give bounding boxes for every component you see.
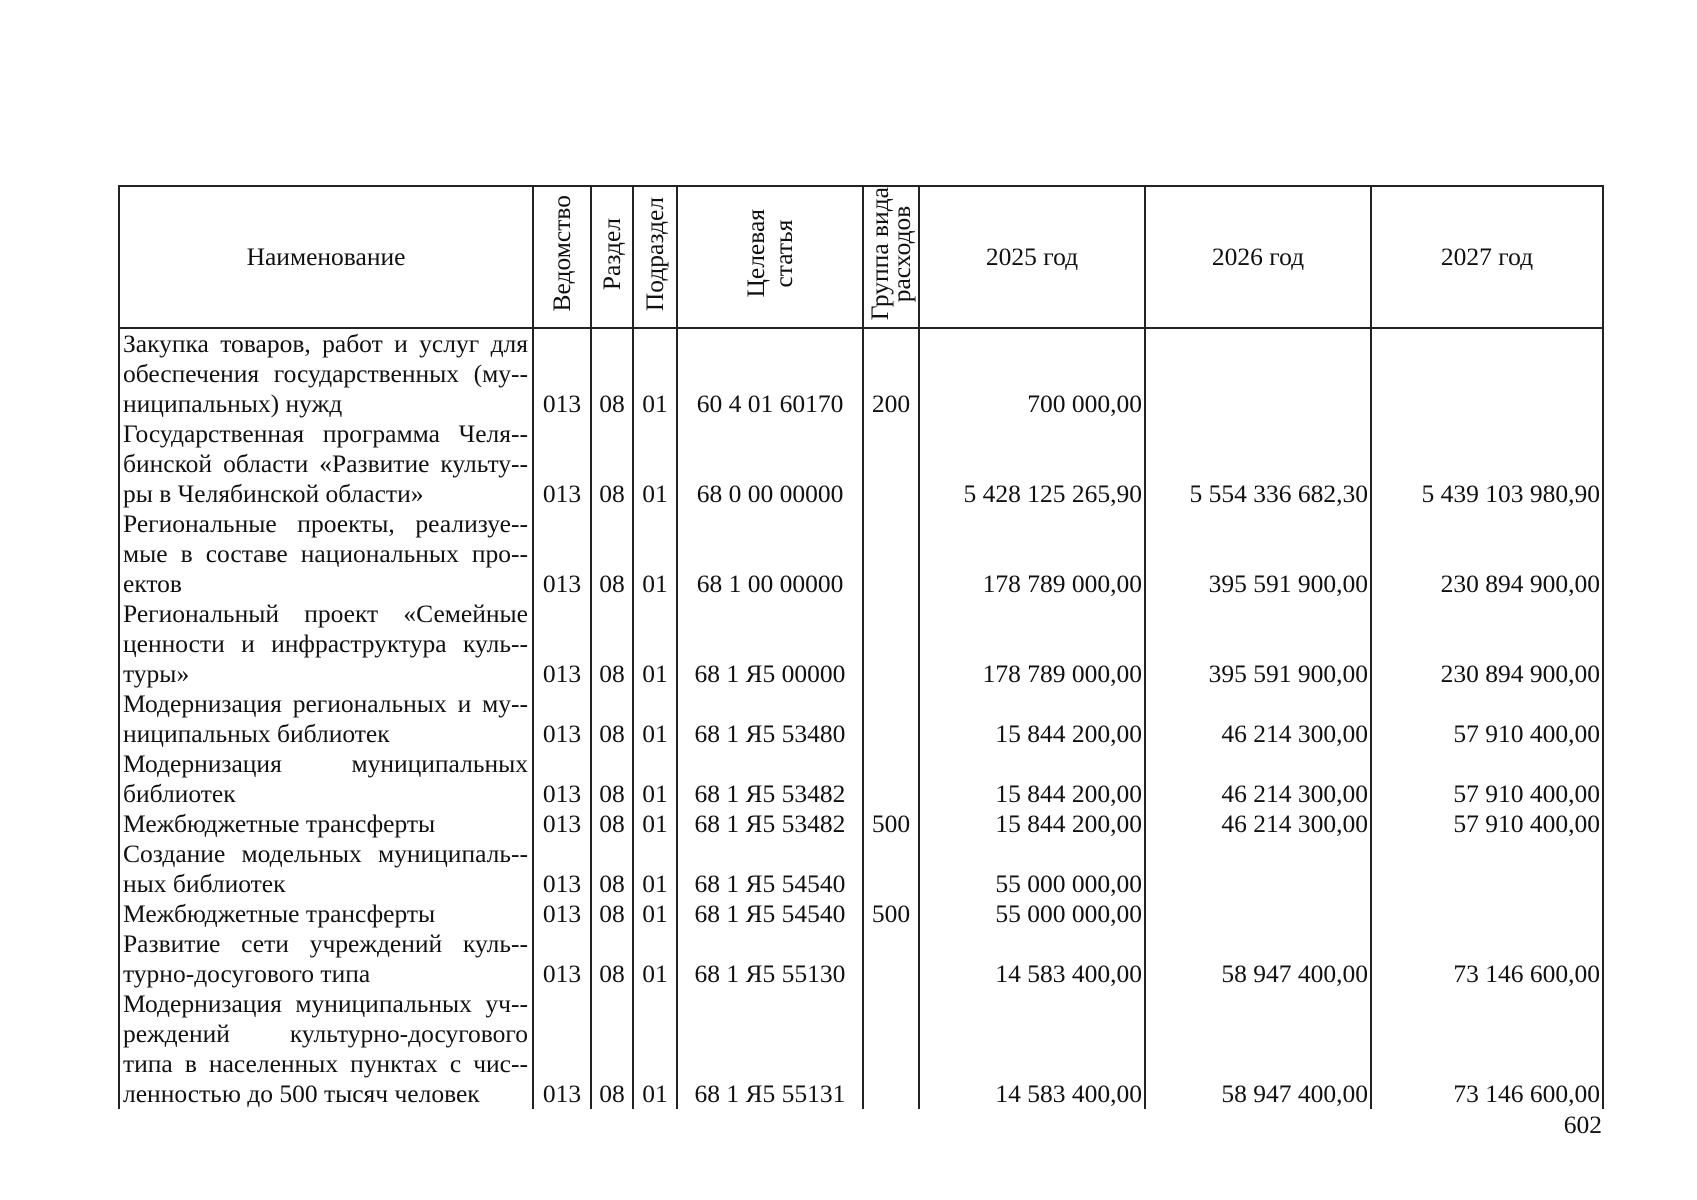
cell-podrazdel: 01 [633, 749, 677, 809]
cell-2025: 178 789 000,00 [919, 599, 1145, 689]
cell-razdel: 08 [591, 749, 633, 809]
cell-celevaya-statya: 68 1 Я5 53482 [677, 809, 863, 839]
cell-vedomstvo: 013 [533, 509, 591, 599]
table-row [119, 328, 1603, 419]
cell-2025: 15 844 200,00 [919, 689, 1145, 749]
cell-gruppa-vida: 200 [863, 328, 919, 419]
cell-celevaya-statya: 68 1 Я5 00000 [677, 599, 863, 689]
cell-razdel: 08 [591, 509, 633, 599]
cell-vedomstvo: 013 [533, 989, 591, 1109]
cell-podrazdel: 01 [633, 689, 677, 749]
cell-razdel: 08 [591, 929, 633, 989]
cell-gruppa-vida: 500 [863, 899, 919, 929]
cell-2025: 14 583 400,00 [919, 929, 1145, 989]
cell-podrazdel: 01 [633, 328, 677, 419]
cell-2025: 700 000,00 [919, 328, 1145, 419]
col-header-name: Наименование [119, 186, 533, 328]
cell-razdel: 08 [591, 328, 633, 419]
cell-gruppa-vida [863, 509, 919, 599]
table-row [119, 929, 1603, 989]
cell-2027 [1371, 899, 1603, 929]
cell-vedomstvo: 013 [533, 929, 591, 989]
cell-2026 [1145, 328, 1371, 419]
table-row [119, 509, 1603, 599]
cell-2026: 46 214 300,00 [1145, 749, 1371, 809]
cell-2026: 395 591 900,00 [1145, 599, 1371, 689]
cell-razdel: 08 [591, 899, 633, 929]
cell-2027: 57 910 400,00 [1371, 689, 1603, 749]
cell-2025: 15 844 200,00 [919, 809, 1145, 839]
col-header-gruppa-vida-rashodov: Группа вида расходов [863, 186, 919, 328]
cell-razdel: 08 [591, 809, 633, 839]
cell-podrazdel: 01 [633, 989, 677, 1109]
cell-2025: 178 789 000,00 [919, 509, 1145, 599]
cell-razdel: 08 [591, 989, 633, 1109]
cell-celevaya-statya: 68 1 Я5 55131 [677, 989, 863, 1109]
cell-podrazdel: 01 [633, 899, 677, 929]
cell-name: Закупка товаров, работ и услуг для обеспечения государственных (му-ниципальных) нужд [119, 328, 533, 419]
cell-name: Государственная программа Челя-бинской области «Развитие культу-ры в Челябинской области» [119, 419, 533, 509]
cell-podrazdel: 01 [633, 509, 677, 599]
cell-2027: 73 146 600,00 [1371, 929, 1603, 989]
cell-celevaya-statya: 68 1 00 00000 [677, 509, 863, 599]
cell-gruppa-vida [863, 749, 919, 809]
cell-2027: 230 894 900,00 [1371, 509, 1603, 599]
cell-podrazdel: 01 [633, 419, 677, 509]
cell-2026 [1145, 839, 1371, 899]
cell-2026: 5 554 336 682,30 [1145, 419, 1371, 509]
cell-razdel: 08 [591, 599, 633, 689]
cell-2026: 46 214 300,00 [1145, 809, 1371, 839]
col-header-podrazdel: Подраздел [633, 186, 677, 328]
cell-celevaya-statya: 68 1 Я5 53482 [677, 749, 863, 809]
table-row [119, 419, 1603, 509]
cell-name: Межбюджетные трансферты [119, 809, 533, 839]
cell-gruppa-vida: 500 [863, 809, 919, 839]
cell-2027: 57 910 400,00 [1371, 809, 1603, 839]
table-header [119, 186, 1603, 328]
cell-vedomstvo: 013 [533, 419, 591, 509]
table-body [119, 328, 1603, 1109]
cell-2025: 55 000 000,00 [919, 899, 1145, 929]
cell-gruppa-vida [863, 989, 919, 1109]
cell-vedomstvo: 013 [533, 689, 591, 749]
cell-2026: 46 214 300,00 [1145, 689, 1371, 749]
cell-celevaya-statya: 68 1 Я5 54540 [677, 839, 863, 899]
col-header-vedomstvo: Ведомство [533, 186, 591, 328]
cell-2026: 58 947 400,00 [1145, 929, 1371, 989]
cell-2026 [1145, 899, 1371, 929]
cell-gruppa-vida [863, 599, 919, 689]
budget-table [118, 185, 1604, 1109]
cell-vedomstvo: 013 [533, 899, 591, 929]
cell-podrazdel: 01 [633, 929, 677, 989]
table-row [119, 989, 1603, 1109]
table-row [119, 809, 1603, 839]
col-header-razdel: Раздел [591, 186, 633, 328]
table-row [119, 689, 1603, 749]
cell-2027 [1371, 328, 1603, 419]
cell-2027: 73 146 600,00 [1371, 989, 1603, 1109]
page-number: 602 [1563, 1110, 1602, 1139]
cell-name: Региональный проект «Семейные ценности и инфраструктура куль-туры» [119, 599, 533, 689]
table-row [119, 839, 1603, 899]
cell-vedomstvo: 013 [533, 749, 591, 809]
cell-2025: 15 844 200,00 [919, 749, 1145, 809]
cell-podrazdel: 01 [633, 809, 677, 839]
col-header-2027: 2027 год [1371, 186, 1603, 328]
cell-vedomstvo: 013 [533, 328, 591, 419]
cell-gruppa-vida [863, 929, 919, 989]
cell-2026: 58 947 400,00 [1145, 989, 1371, 1109]
col-header-celevaya-statya: Целевая статья [677, 186, 863, 328]
cell-celevaya-statya: 60 4 01 60170 [677, 328, 863, 419]
cell-2026: 395 591 900,00 [1145, 509, 1371, 599]
cell-razdel: 08 [591, 839, 633, 899]
cell-podrazdel: 01 [633, 839, 677, 899]
cell-razdel: 08 [591, 689, 633, 749]
cell-razdel: 08 [591, 419, 633, 509]
table-row [119, 599, 1603, 689]
col-header-2025: 2025 год [919, 186, 1145, 328]
cell-gruppa-vida [863, 689, 919, 749]
cell-name: Региональные проекты, реализуе-мые в составе национальных про-ектов [119, 509, 533, 599]
cell-2025: 14 583 400,00 [919, 989, 1145, 1109]
cell-podrazdel: 01 [633, 599, 677, 689]
cell-name: Развитие сети учреждений куль-турно-досугового типа [119, 929, 533, 989]
cell-celevaya-statya: 68 1 Я5 54540 [677, 899, 863, 929]
cell-celevaya-statya: 68 1 Я5 53480 [677, 689, 863, 749]
cell-2027: 230 894 900,00 [1371, 599, 1603, 689]
cell-name: Модернизация муниципальных библиотек [119, 749, 533, 809]
cell-name: Создание модельных муниципаль-ных библиотек [119, 839, 533, 899]
cell-2027: 57 910 400,00 [1371, 749, 1603, 809]
cell-vedomstvo: 013 [533, 839, 591, 899]
cell-name: Модернизация муниципальных уч-реждений культурно-досугового типа в населенных пунктах с чис-ленностью до 500 тысяч человек [119, 989, 533, 1109]
cell-name: Модернизация региональных и му-ниципальных библиотек [119, 689, 533, 749]
cell-vedomstvo: 013 [533, 809, 591, 839]
cell-name: Межбюджетные трансферты [119, 899, 533, 929]
col-header-2026: 2026 год [1145, 186, 1371, 328]
cell-2025: 55 000 000,00 [919, 839, 1145, 899]
cell-vedomstvo: 013 [533, 599, 591, 689]
cell-celevaya-statya: 68 1 Я5 55130 [677, 929, 863, 989]
cell-gruppa-vida [863, 839, 919, 899]
cell-celevaya-statya: 68 0 00 00000 [677, 419, 863, 509]
table-row [119, 899, 1603, 929]
cell-gruppa-vida [863, 419, 919, 509]
cell-2027: 5 439 103 980,90 [1371, 419, 1603, 509]
table-row [119, 749, 1603, 809]
cell-2027 [1371, 839, 1603, 899]
cell-2025: 5 428 125 265,90 [919, 419, 1145, 509]
